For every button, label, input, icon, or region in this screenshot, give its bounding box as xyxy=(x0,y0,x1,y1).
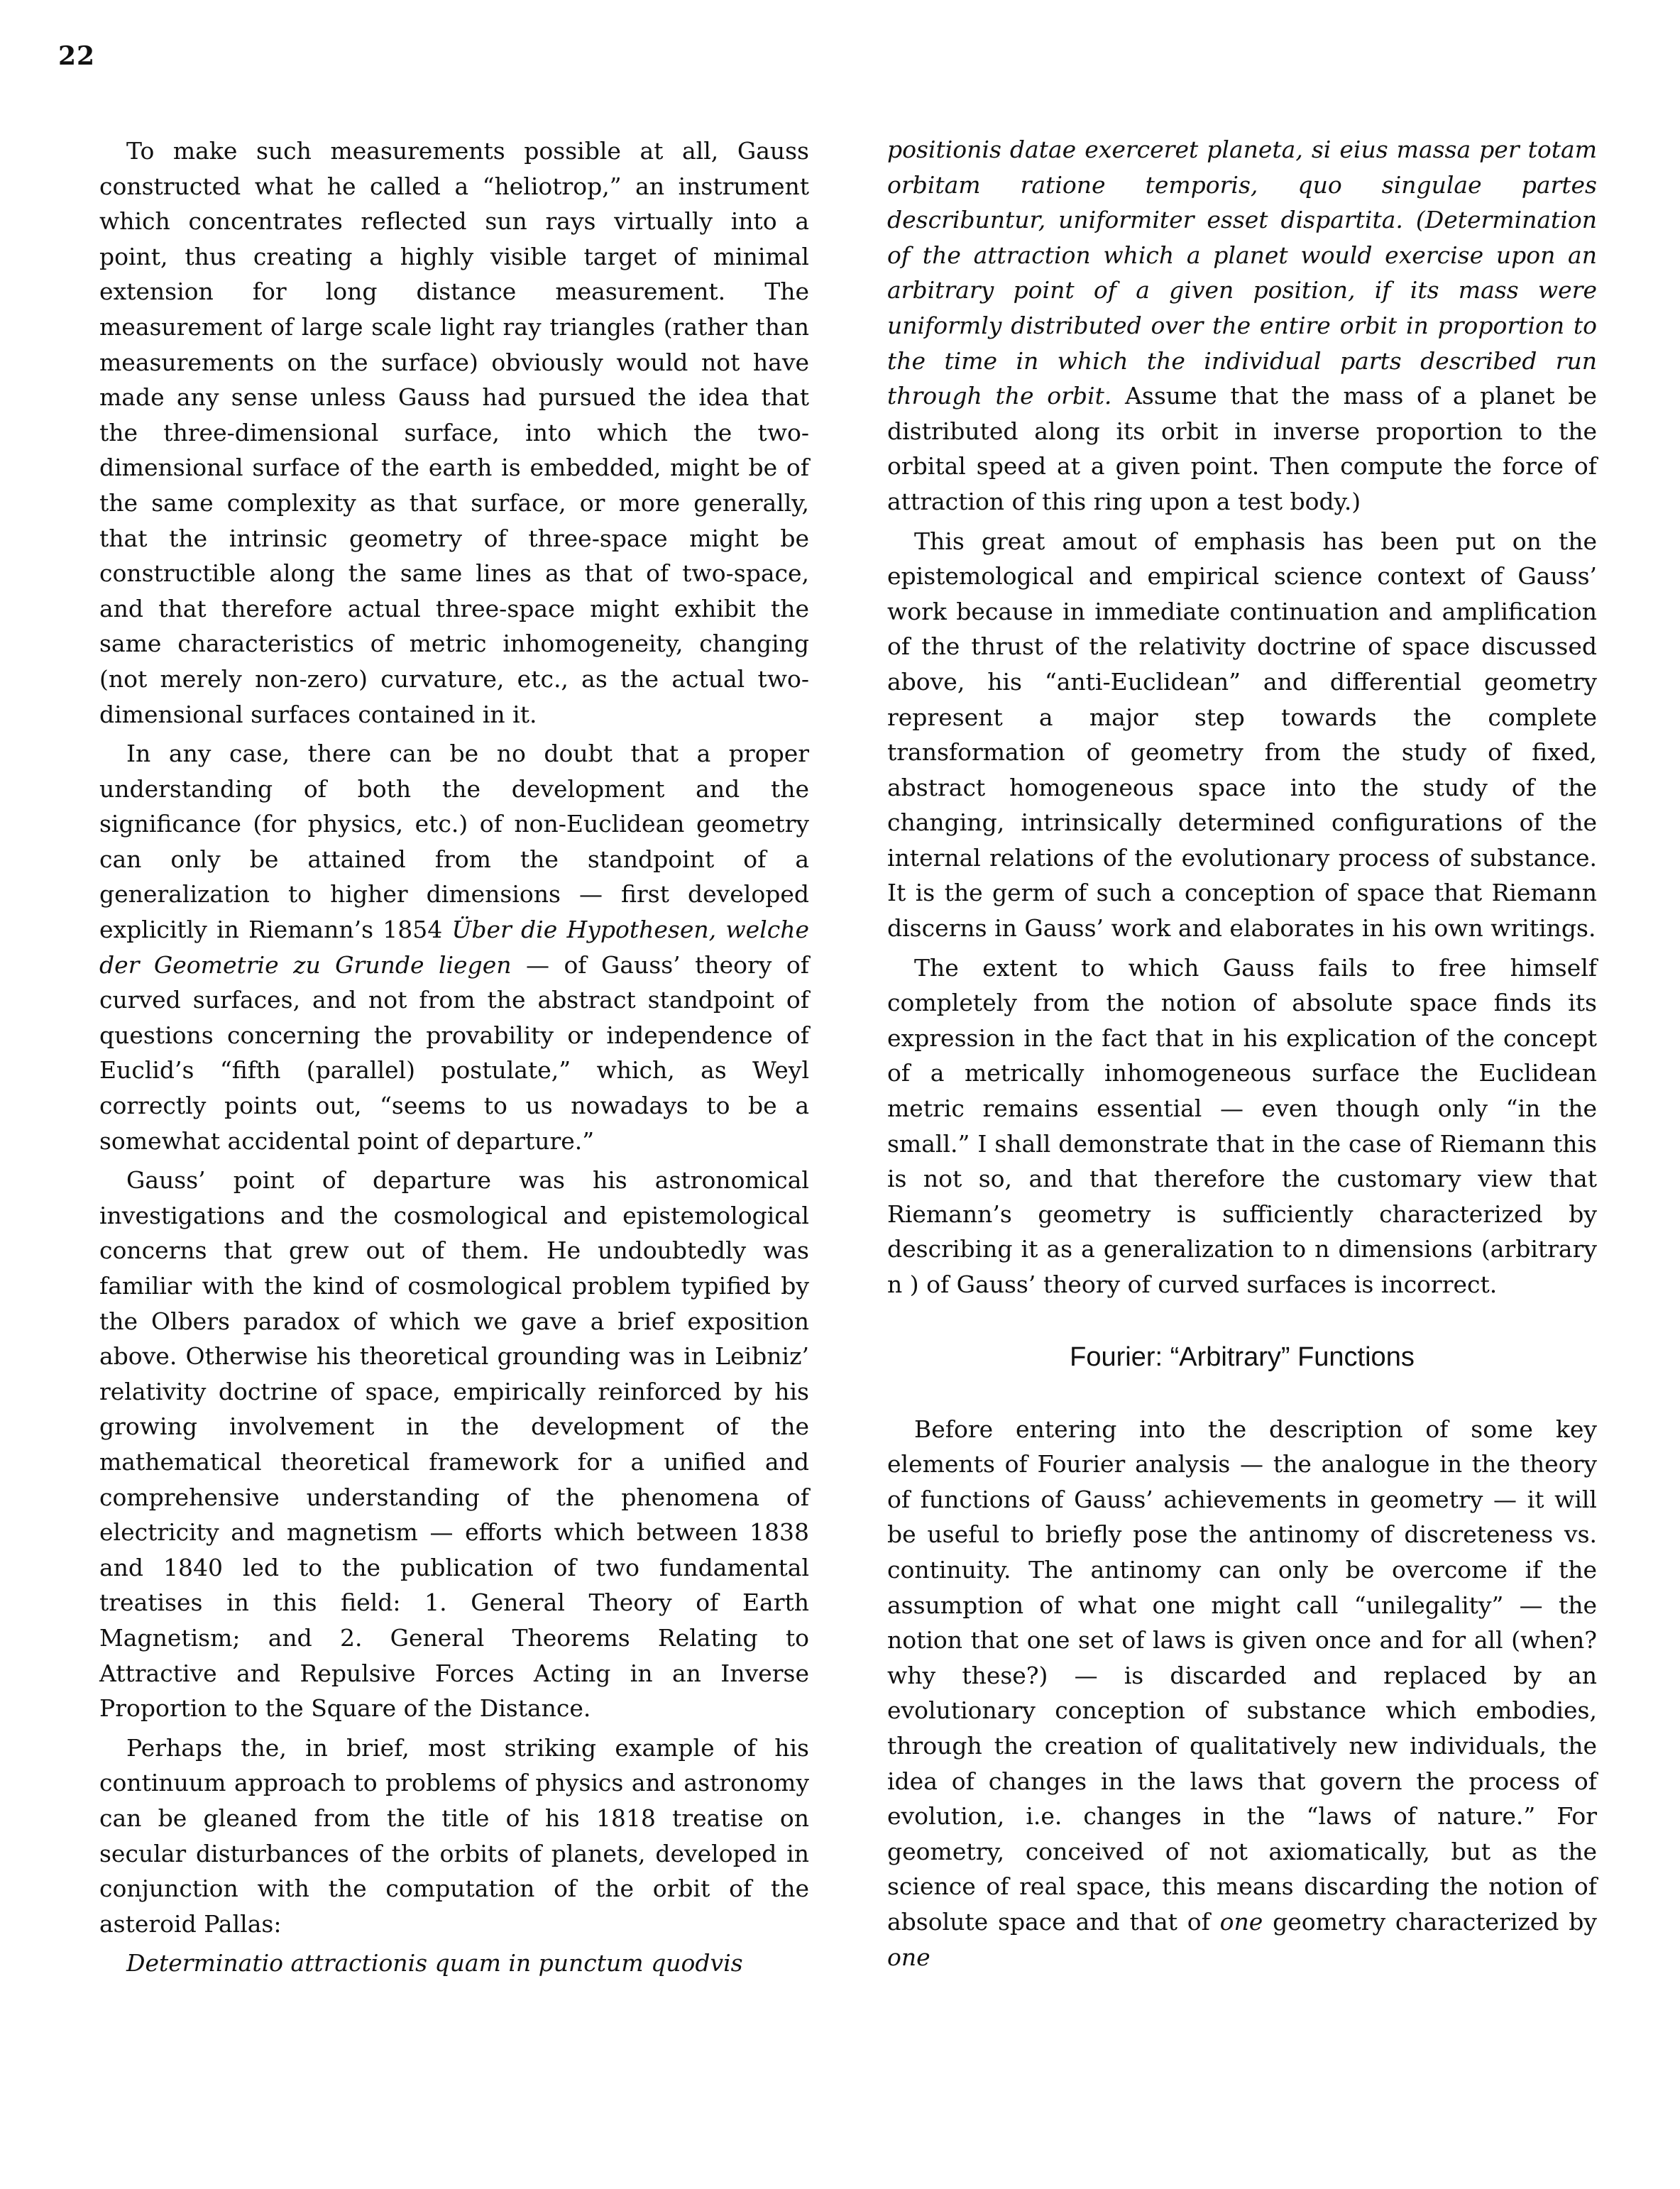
paragraph-fourier-text-b: geometry characterized by xyxy=(1263,1907,1597,1936)
paragraph-non-euclidean-text-a: In any case, there can be no doubt that a proper understanding of both the development and the significance (for physics, etc.) of non-Euclidean geometry can only be attained from the standpoint of a generalization to higher dimensions — first developed explicitly in Riemann’s 1854 xyxy=(99,740,809,944)
latin-translation: (Determination of the attraction which a planet would exercise upon an arbitrary point of a given position, if its mass were uniformly distributed over the entire orbit in proportion to the time in which the individual parts described run through the orbit. xyxy=(887,206,1597,410)
paragraph-non-euclidean xyxy=(99,736,809,1158)
right-column xyxy=(887,132,1597,1975)
emphasis-one-second: one xyxy=(887,1943,930,1971)
emphasis-one-first: one xyxy=(1219,1907,1263,1936)
paragraph-non-euclidean-text-b: — of Gauss’ theory of curved surfaces, and not from the abstract standpoint of questions concerning the provability or independence of Euclid’s “fifth (parallel) postulate,” which, as Weyl correctly points out, “seems to us nowadays to be a somewhat accidental point of departure.” xyxy=(99,950,809,1155)
riemann-work-title: Über die Hypothesen, welche der Geometrie zu Grunde liegen xyxy=(99,916,809,979)
paragraph-heliotrop: To make such measurements possible at all, Gauss constructed what he called a “heliotrop,” an instrument which concentrates reflected sun rays virtually into a point, thus creating a highly visible target of minimal extension for long distance measurement. The measurement of large scale light ray triangles (rather than measurements on the surface) obviously would not have made any sense unless Gauss had pursued the idea that the three-dimensional surface, into which the two-dimensional surface of the earth is embedded, might be of the same complexity as that surface, or more generally, that the intrinsic geometry of three-space might be constructible along the same lines as that of two-space, and that therefore actual three-space might exhibit the same characteristics of metric inhomogeneity, changing (not merely non-zero) curvature, etc., as the actual two-dimensional surfaces contained in it. xyxy=(99,137,809,728)
latin-title-continued xyxy=(887,132,1597,520)
paragraph-fourier xyxy=(887,1412,1597,1975)
page-number: 22 xyxy=(58,41,96,71)
latin-title-text: positionis datae exerceret planeta, si eius massa per totam orbitam ratione temporis, quo singulae partes describuntur, uniformiter esset dispartita. xyxy=(887,136,1597,234)
paragraph-emphasis: This great amout of emphasis has been put on the epistemological and empirical science context of Gauss’ work because in immediate continuation and amplification of the thrust of the relativity doctrine of space discussed above, his “anti-Euclidean” and differential geometry represent a major step towards the complete transformation of geometry from the study of fixed, abstract homogeneous space into the study of the changing, intrinsically determined configurations of the internal relations of the evolutionary process of substance. It is the germ of such a conception of space that Riemann discerns in Gauss’ work and elaborates in his own writings. xyxy=(887,527,1597,943)
paragraph-continuum: Perhaps the, in brief, most striking example of his continuum approach to problems of physics and astronomy can be gleaned from the title of his 1818 treatise on secular disturbances of the orbits of planets, developed in conjunction with the computation of the orbit of the asteroid Pallas: xyxy=(99,1733,809,1938)
left-column xyxy=(99,133,809,1981)
paragraph-departure: Gauss’ point of departure was his astronomical investigations and the cosmological and epistemological concerns that grew out of them. He undoubtedly was familiar with the kind of cosmological problem typified by the Olbers paradox of which we gave a brief exposition above. Otherwise his theoretical grounding was in Leibniz’ relativity doctrine of space, empirically reinforced by his growing involvement in the development of the mathematical theoretical framework for a unified and comprehensive understanding of the phenomena of electricity and magnetism — efforts which between 1838 and 1840 led to the publication of two fundamental treatises in this field: 1. General Theory of Earth Magnetism; and 2. General Theorems Relating to Attractive and Repulsive Forces Acting in an Inverse Proportion to the Square of the Distance. xyxy=(99,1166,809,1723)
latin-title-start: Determinatio attractionis quam in punctum quodvis xyxy=(126,1949,743,1977)
paragraph-absolute-space: The extent to which Gauss fails to free himself completely from the notion of absolute space finds its expression in the fact that in his explication of the concept of a metrically inhomogeneous surface the Euclidean metric remains essential — even though only “in the small.” I shall demonstrate that in the case of Riemann this is not so, and that therefore the customary view that Riemann’s geometry is sufficiently characterized by describing it as a generalization to n dimensions (arbitrary n ) of Gauss’ theory of curved surfaces is incorrect. xyxy=(887,953,1597,1298)
translation-explanation: Assume that the mass of a planet be distributed along its orbit in inverse proportion to the orbital speed at a given point. Then compute the force of attraction of this ring upon a test body.) xyxy=(887,382,1597,515)
section-heading: Fourier: “Arbitrary” Functions xyxy=(1070,1342,1415,1372)
paragraph-fourier-text-a: Before entering into the description of some key elements of Fourier analysis — the analogue in the theory of functions of Gauss’ achievements in geometry — it will be useful to briefly pose the antinomy of discreteness vs. continuity. The antinomy can only be overcome if the assumption of what one might call “unilegality” — the notion that one set of laws is given once and for all (when? why these?) — is discarded and replaced by an evolutionary conception of substance which embodies, through the creation of qualitatively new individuals, the idea of changes in the laws that govern the process of evolution, i.e. changes in the “laws of nature.” For geometry, conceived of not axiomatically, but as the science of real space, this means discarding the notion of absolute space and that of xyxy=(887,1415,1597,1936)
